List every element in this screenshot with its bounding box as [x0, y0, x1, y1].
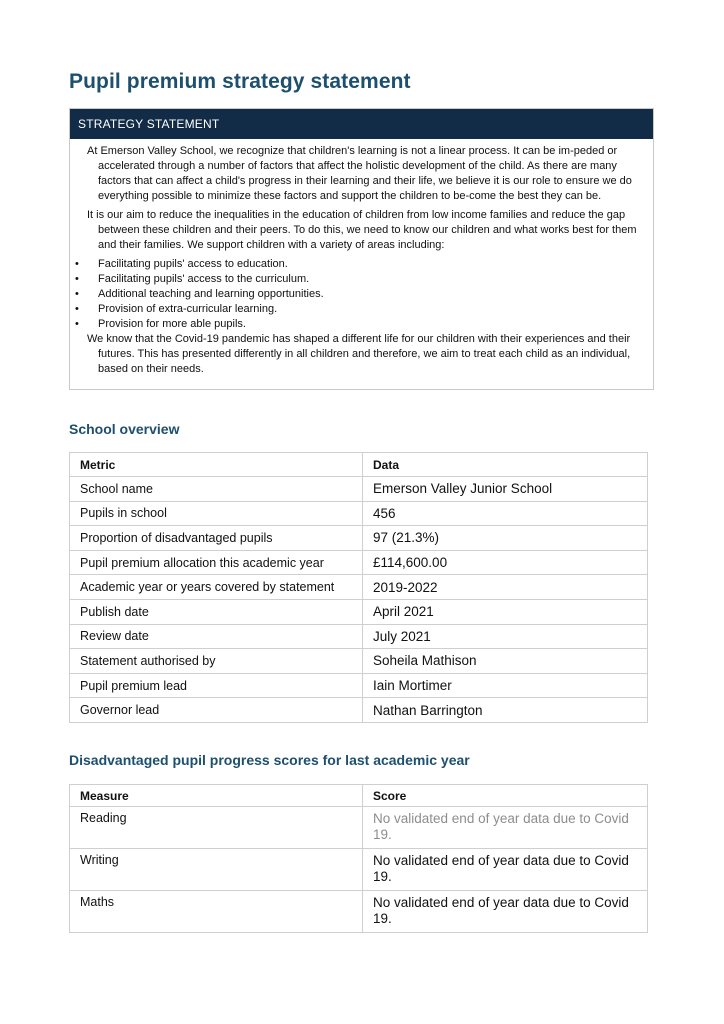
- metric-cell: Academic year or years covered by statement: [70, 575, 363, 600]
- strategy-bullet-item: [70, 317, 645, 332]
- data-cell: Iain Mortimer: [363, 673, 648, 698]
- strategy-bullet-item: [70, 302, 645, 317]
- strategy-statement-body: [70, 139, 653, 377]
- data-cell: April 2021: [363, 599, 648, 624]
- table-header-row: [70, 453, 648, 477]
- data-cell: £114,600.00: [363, 550, 648, 575]
- column-header-data: Data: [363, 453, 648, 477]
- strategy-bullet-text: Facilitating pupils' access to the curriculum.: [98, 273, 310, 285]
- strategy-bullet-text: Additional teaching and learning opportunities.: [98, 288, 324, 300]
- table-row: [70, 575, 648, 600]
- progress-scores-table: [69, 784, 648, 933]
- school-overview-heading: School overview: [69, 421, 180, 437]
- table-row: [70, 807, 648, 849]
- strategy-bullet-item: [70, 272, 645, 287]
- table-row: [70, 550, 648, 575]
- metric-cell: Pupil premium lead: [70, 673, 363, 698]
- data-cell: July 2021: [363, 624, 648, 649]
- data-cell: Soheila Mathison: [363, 649, 648, 674]
- metric-cell: Review date: [70, 624, 363, 649]
- table-row: [70, 624, 648, 649]
- progress-scores-heading: Disadvantaged pupil progress scores for last academic year: [69, 752, 470, 768]
- data-cell: Emerson Valley Junior School: [363, 477, 648, 502]
- measure-cell: Writing: [70, 849, 363, 891]
- column-header-metric: Metric: [70, 453, 363, 477]
- metric-cell: Proportion of disadvantaged pupils: [70, 526, 363, 551]
- page-title: Pupil premium strategy statement: [69, 70, 411, 93]
- data-cell: 2019-2022: [363, 575, 648, 600]
- strategy-bullet-list: [70, 257, 645, 332]
- measure-cell: Maths: [70, 891, 363, 933]
- score-cell: No validated end of year data due to Covid 19.: [363, 807, 648, 849]
- strategy-bullet-text: Provision of extra-curricular learning.: [98, 303, 278, 315]
- table-row: [70, 849, 648, 891]
- metric-cell: Governor lead: [70, 698, 363, 723]
- table-row: [70, 698, 648, 723]
- metric-cell: Pupil premium allocation this academic year: [70, 550, 363, 575]
- measure-cell: Reading: [70, 807, 363, 849]
- table-header-row: [70, 785, 648, 807]
- metric-cell: Publish date: [70, 599, 363, 624]
- metric-cell: School name: [70, 477, 363, 502]
- strategy-paragraph: We know that the Covid-19 pandemic has shaped a different life for our children with their experiences and their futures. This has presented differently in all children and therefore, we aim to treat each child as an individual, based on their needs.: [87, 333, 631, 375]
- bullet-icon: •: [75, 273, 79, 285]
- metric-cell: Pupils in school: [70, 501, 363, 526]
- data-cell: 97 (21.3%): [363, 526, 648, 551]
- strategy-paragraph: It is our aim to reduce the inequalities in the education of children from low income families and reduce the gap between these children and their peers. To do this, we need to know our children and what works best for them and their families. We support children with a variety of areas including:: [87, 209, 637, 251]
- data-cell: 456: [363, 501, 648, 526]
- metric-cell: Statement authorised by: [70, 649, 363, 674]
- strategy-bullet-item: [70, 287, 645, 302]
- table-row: [70, 477, 648, 502]
- bullet-icon: •: [75, 318, 79, 330]
- table-row: [70, 501, 648, 526]
- table-row: [70, 673, 648, 698]
- bullet-icon: •: [75, 303, 79, 315]
- strategy-bullet-text: Facilitating pupils' access to education.: [98, 258, 288, 270]
- strategy-bullet-text: Provision for more able pupils.: [98, 318, 246, 330]
- column-header-measure: Measure: [70, 785, 363, 807]
- strategy-bullet-item: [70, 257, 645, 272]
- data-cell: Nathan Barrington: [363, 698, 648, 723]
- strategy-paragraph: At Emerson Valley School, we recognize that children's learning is not a linear process. It can be im-peded or accelerated through a number of factors that affect the holistic development of the child. As there are many factors that can affect a child's progress in their learning and their life, we believe it is our role to ensure we do everything possible to minimize these factors and support the children to be-come the best they can be.: [87, 145, 632, 202]
- bullet-icon: •: [75, 288, 79, 300]
- strategy-statement-box: [69, 108, 654, 390]
- bullet-icon: •: [75, 258, 79, 270]
- strategy-statement-header: STRATEGY STATEMENT: [70, 109, 653, 139]
- table-row: [70, 649, 648, 674]
- score-cell: No validated end of year data due to Covid 19.: [363, 849, 648, 891]
- table-row: [70, 891, 648, 933]
- column-header-score: Score: [363, 785, 648, 807]
- school-overview-table: [69, 452, 648, 723]
- table-row: [70, 526, 648, 551]
- table-row: [70, 599, 648, 624]
- score-cell: No validated end of year data due to Covid 19.: [363, 891, 648, 933]
